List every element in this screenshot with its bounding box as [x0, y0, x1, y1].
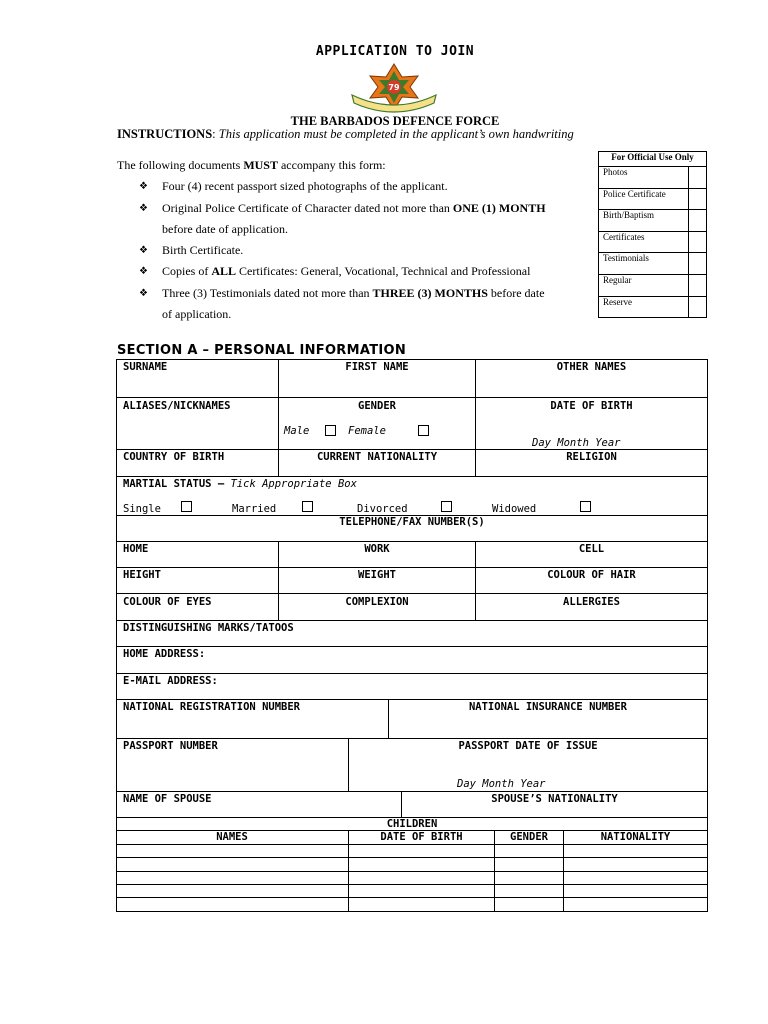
- email-address-label: E-MAIL ADDRESS:: [123, 675, 218, 687]
- aliases-label: ALIASES/NICKNAMES: [123, 400, 231, 412]
- female-option-label: Female: [348, 425, 386, 437]
- widowed-option-label: Widowed: [492, 503, 537, 515]
- form-title: APPLICATION TO JOIN: [315, 44, 475, 59]
- official-check-box[interactable]: [689, 210, 707, 232]
- document-item-continuation: before date of application.: [162, 221, 288, 236]
- bullet-icon: ❖: [139, 245, 148, 257]
- national-insurance-number-label: NATIONAL INSURANCE NUMBER: [468, 701, 628, 713]
- first-name-label: FIRST NAME: [345, 361, 409, 373]
- single-option-label: Single: [123, 503, 161, 515]
- required-documents: [117, 155, 587, 325]
- religion-label: RELIGION: [566, 451, 617, 463]
- official-use-header: For Official Use Only: [599, 152, 707, 167]
- single-checkbox[interactable]: [181, 501, 192, 512]
- date-of-birth-label: DATE OF BIRTH: [550, 400, 633, 412]
- document-item: ❖ Copies of ALL Certificates: General, Vocational, Technical and Professional: [117, 261, 587, 282]
- document-item-continuation: of application.: [162, 307, 232, 322]
- allergies-label: ALLERGIES: [563, 596, 620, 608]
- instructions-label: INSTRUCTIONS: [117, 127, 213, 141]
- cell-phone-label: CELL: [578, 543, 605, 555]
- colour-of-eyes-label: COLOUR OF EYES: [123, 596, 212, 608]
- widowed-checkbox[interactable]: [580, 501, 591, 512]
- male-checkbox[interactable]: [325, 425, 336, 436]
- bullet-icon: ❖: [139, 181, 148, 193]
- instructions-text: This application must be completed in the applicant’s own handwriting: [218, 127, 574, 141]
- official-row-regular: Regular: [599, 274, 689, 296]
- married-checkbox[interactable]: [302, 501, 313, 512]
- official-check-box[interactable]: [689, 188, 707, 210]
- document-item: ❖ Four (4) recent passport sized photographs of the applicant.: [117, 176, 587, 197]
- bullet-icon: ❖: [139, 266, 148, 278]
- distinguishing-marks-label: DISTINGUISHING MARKS/TATOOS: [123, 622, 294, 634]
- bullet-icon: ❖: [139, 202, 148, 214]
- passport-date-format-hint: Day Month Year: [457, 778, 546, 790]
- height-label: HEIGHT: [123, 569, 161, 581]
- official-check-box[interactable]: [689, 167, 707, 189]
- official-use-table: [598, 151, 707, 318]
- surname-label: SURNAME: [123, 361, 168, 373]
- svg-text:79: 79: [388, 83, 400, 92]
- document-item: ❖ Three (3) Testimonials dated not more than THREE (3) MONTHS before date: [117, 283, 587, 304]
- official-row-police-certificate: Police Certificate: [599, 188, 689, 210]
- children-names-header: NAMES: [216, 831, 248, 843]
- telephone-label: TELEPHONE/FAX NUMBER(S): [339, 516, 485, 528]
- home-phone-label: HOME: [123, 543, 149, 555]
- passport-date-of-issue-label: PASSPORT DATE OF ISSUE: [458, 740, 598, 752]
- colour-of-hair-label: COLOUR OF HAIR: [547, 569, 636, 581]
- complexion-label: COMPLEXION: [345, 596, 409, 608]
- personal-information-form: [116, 359, 708, 912]
- bullet-icon: ❖: [139, 287, 148, 299]
- barbados-defence-force-crest-icon: [346, 63, 442, 113]
- married-option-label: Married: [232, 503, 277, 515]
- work-phone-label: WORK: [364, 543, 390, 555]
- national-registration-number-label: NATIONAL REGISTRATION NUMBER: [123, 701, 301, 713]
- documents-intro: The following documents MUST accompany this form:: [117, 158, 386, 172]
- official-check-box[interactable]: [689, 274, 707, 296]
- children-dob-header: DATE OF BIRTH: [380, 831, 463, 843]
- other-names-label: OTHER NAMES: [556, 361, 627, 373]
- official-row-photos: Photos: [599, 167, 689, 189]
- female-checkbox[interactable]: [418, 425, 429, 436]
- official-row-reserve: Reserve: [599, 296, 689, 318]
- official-row-testimonials: Testimonials: [599, 253, 689, 275]
- divorced-checkbox[interactable]: [441, 501, 452, 512]
- gender-label: GENDER: [358, 400, 396, 412]
- marital-status-label: MARTIAL STATUS – Tick Appropriate Box: [123, 478, 357, 490]
- name-of-spouse-label: NAME OF SPOUSE: [123, 793, 212, 805]
- weight-label: WEIGHT: [358, 569, 396, 581]
- marital-hint: Tick Appropriate Box: [230, 478, 357, 490]
- male-option-label: Male: [284, 425, 310, 437]
- section-a-title: SECTION A – PERSONAL INFORMATION: [117, 343, 407, 358]
- instructions: INSTRUCTIONS: This application must be completed in the applicant’s own handwriting: [117, 127, 574, 141]
- official-check-box[interactable]: [689, 231, 707, 253]
- document-item: ❖ Birth Certificate.: [117, 240, 587, 261]
- dob-format-hint: Day Month Year: [532, 437, 621, 449]
- current-nationality-label: CURRENT NATIONALITY: [316, 451, 438, 463]
- divorced-option-label: Divorced: [357, 503, 408, 515]
- official-row-certificates: Certificates: [599, 231, 689, 253]
- official-row-birth-baptism: Birth/Baptism: [599, 210, 689, 232]
- children-label: CHILDREN: [386, 818, 438, 830]
- document-item: ❖ Original Police Certificate of Character dated not more than ONE (1) MONTH: [117, 198, 587, 219]
- children-gender-header: GENDER: [510, 831, 548, 843]
- children-nationality-header: NATIONALITY: [600, 831, 671, 843]
- country-of-birth-label: COUNTRY OF BIRTH: [123, 451, 225, 463]
- official-check-box[interactable]: [689, 253, 707, 275]
- spouse-nationality-label: SPOUSE’S NATIONALITY: [491, 793, 618, 805]
- home-address-label: HOME ADDRESS:: [123, 648, 206, 660]
- form-subtitle: THE BARBADOS DEFENCE FORCE: [290, 114, 500, 128]
- official-check-box[interactable]: [689, 296, 707, 318]
- passport-number-label: PASSPORT NUMBER: [123, 740, 218, 752]
